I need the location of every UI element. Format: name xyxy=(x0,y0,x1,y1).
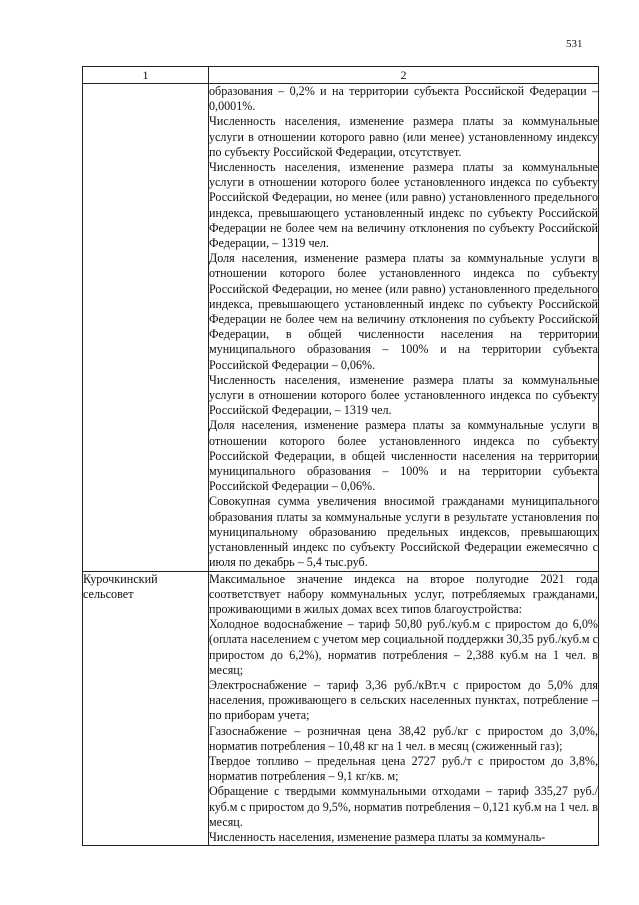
paragraph: Численность населения, изменение размера платы за коммунальные услуги в отношении которого более установленного индекса по субъекту Российской Федерации, но менее (или равно) установленного предельного индекса, превышающего установленный индекс по субъекту Российской Федерации не более чем на величину отклонения по субъекту Российской Федерации, – 1319 чел. xyxy=(209,160,598,251)
paragraph: Численность населения, изменение размера платы за коммунальные услуги в отношении которого более установленного индекса по субъекту Российской Федерации, – 1319 чел. xyxy=(209,372,598,418)
table-header-row xyxy=(83,67,599,84)
row-label-cell: Курочкинский сельсовет xyxy=(83,571,209,846)
paragraph: Совокупная сумма увеличения вносимой гражданами муниципального образования платы за коммунальные услуги в результате установления по муниципальному образованию предельных индексов, превышающих установленный индекс по субъекту Российской Федерации ежемесячно с июля по декабрь – 5,4 тыс.руб. xyxy=(209,494,598,570)
paragraph-continued: Численность населения, изменение размера платы за коммуналь- xyxy=(209,829,546,844)
paragraph: Максимальное значение индекса на второе полугодие 2021 года соответствует набору коммунальных услуг, потребляемых гражданами, проживающими в жилых домах всех типов благоустройства: xyxy=(209,571,598,616)
table-row xyxy=(83,571,599,846)
paragraph: Холодное водоснабжение – тариф 50,80 руб./куб.м с приростом до 6,0% (оплата населением с учетом мер социальной поддержки 30,35 руб./куб.м с приростом до 6,2%), норматив потребления – 2,388 куб.м на 1 чел. в месяц; xyxy=(209,617,598,677)
paragraph: Численность населения, изменение размера платы за коммунальные услуги в отношении которого равно (или менее) установленному индексу по субъекту Российской Федерации, отсутствует. xyxy=(209,114,598,159)
paragraph: Электроснабжение – тариф 3,36 руб./кВт.ч с приростом до 5,0% для населения, проживающего в сельских населенных пунктах, потребление – по приборам учета; xyxy=(209,677,598,723)
paragraph: образования – 0,2% и на территории субъекта Российской Федерации – 0,0001%. xyxy=(209,84,598,114)
paragraph: Газоснабжение – розничная цена 38,42 руб./кг с приростом до 3,0%, норматив потребления – 10,48 кг на 1 чел. в месяц (сжиженный газ); xyxy=(209,723,598,753)
paragraph: Доля населения, изменение размера платы за коммунальные услуги в отношении которого более установленного индекса по субъекту Российской Федерации, но менее (или равно) установленного предельного индекса, превышающего установленный индекс по субъекту Российской Федерации не более чем на величину отклонения по субъекту Российской Федерации, в общей численности населения на территории муниципального образования – 100% и на территории субъекта Российской Федерации – 0,06%. xyxy=(209,251,598,372)
row-label-cell xyxy=(83,84,209,572)
paragraph: Обращение с твердыми коммунальными отходами – тариф 335,27 руб./куб.м с приростом до 9,5%, норматив потребления – 0,121 куб.м на 1 чел. в месяц. xyxy=(209,784,598,829)
row-content-cell xyxy=(209,571,599,846)
document-table xyxy=(82,66,599,846)
table-row xyxy=(83,84,599,572)
paragraph: Доля населения, изменение размера платы за коммунальные услуги в отношении которого более установленного индекса по субъекту Российской Федерации, в общей численности населения на территории муниципального образования – 100% и на территории субъекта Российской Федерации – 0,06%. xyxy=(209,418,598,494)
paragraph: Твердое топливо – предельная цена 2727 руб./т с приростом до 3,8%, норматив потребления – 9,1 кг/кв. м; xyxy=(209,753,598,784)
column-header-2: 2 xyxy=(209,67,599,84)
page-number: 531 xyxy=(566,38,583,50)
column-header-1: 1 xyxy=(83,67,209,84)
row-content-cell xyxy=(209,84,599,572)
